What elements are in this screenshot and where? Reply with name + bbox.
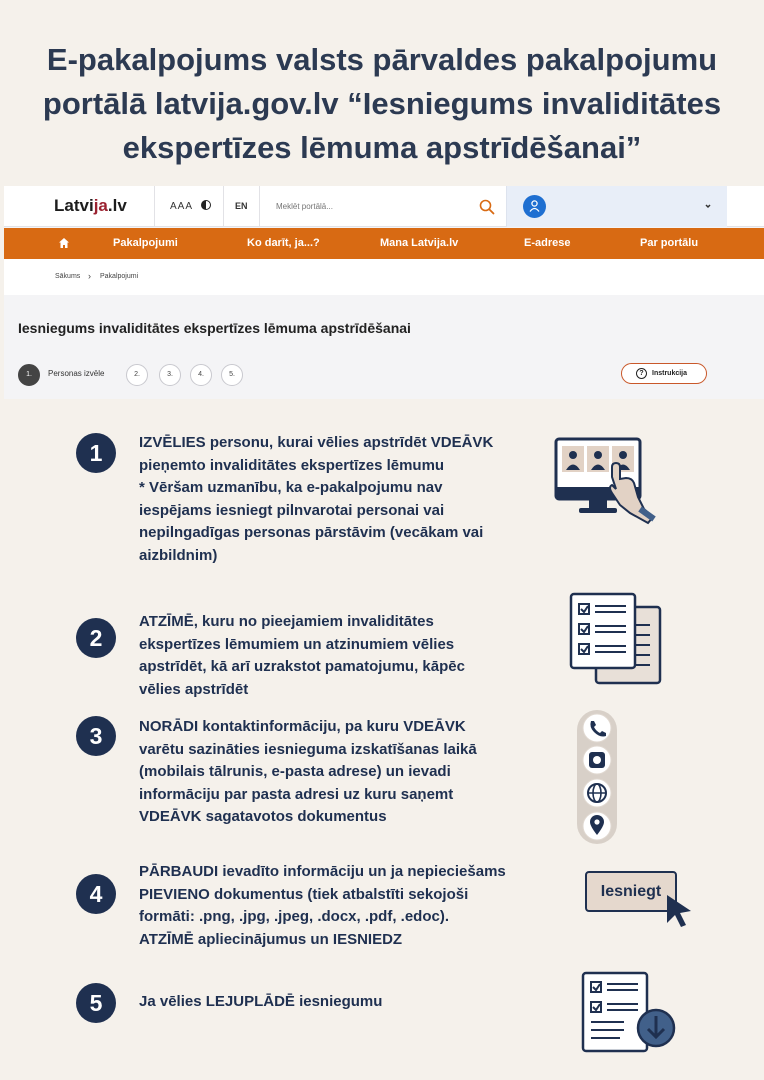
- portal-screenshot: [4, 186, 764, 399]
- person-selection-monitor-icon: [554, 437, 658, 525]
- portal-logo[interactable]: Latvija.lv: [54, 196, 127, 215]
- submit-button-illustration: [585, 871, 697, 931]
- portal-topbar: [4, 186, 764, 227]
- checklist-documents-icon: [568, 591, 666, 687]
- breadcrumb-separator: ›: [88, 271, 91, 281]
- step-2-text: ATZĪMĒ, kuru no pieejamiem invaliditātes ekspertīzes lēmumiem un atzinumiem vēlies apstrīdēt, kā arī uzrakstot pamatojumu, kāpēc vēlies apstrīdēt: [139, 613, 465, 698]
- main-navigation: [4, 228, 764, 259]
- contact-icons-strip: [576, 708, 618, 846]
- breadcrumb-current[interactable]: Pakalpojumi: [100, 273, 139, 280]
- step-number-2: 2: [76, 618, 116, 658]
- user-menu[interactable]: [506, 186, 727, 227]
- step-5[interactable]: 5.: [221, 364, 243, 386]
- nav-item-pakalpojumi[interactable]: Pakalpojumi: [113, 237, 178, 249]
- help-icon: ?: [636, 368, 647, 379]
- chevron-down-icon[interactable]: [703, 202, 713, 210]
- home-icon[interactable]: [58, 237, 70, 249]
- step-4[interactable]: 4.: [190, 364, 212, 386]
- step-3[interactable]: 3.: [159, 364, 181, 386]
- breadcrumb: [4, 259, 764, 295]
- user-icon: [529, 200, 540, 212]
- step-number-4: 4: [76, 874, 116, 914]
- step-5-text: Ja vēlies LEJUPLĀDĒ iesniegumu: [139, 993, 383, 1010]
- headline: E-pakalpojums valsts pārvaldes pakalpojumu portālā latvija.gov.lv “Iesniegums invaliditātes ekspertīzes lēmuma apstrīdēšanai”: [42, 42, 722, 165]
- nav-item-mana-latvija[interactable]: Mana Latvija.lv: [380, 237, 459, 249]
- step-number-1: 1: [76, 433, 116, 473]
- instructions-label: Instrukcija: [652, 370, 688, 377]
- step-1-text: IZVĒLIES personu, kurai vēlies apstrīdēt VDEĀVK pieņemto invaliditātes ekspertīzes lēmumu * Vēršam uzmanību, ka e-pakalpojumu nav iespējams iesniegt pilnvarotai personai vai nepilngadīgas personas pārstāvim (vecākam vai aizbildnim): [139, 434, 494, 564]
- nav-item-e-adrese[interactable]: E-adrese: [524, 237, 571, 249]
- contrast-icon[interactable]: [201, 200, 211, 210]
- divider: [154, 186, 155, 227]
- step-3-text: NORĀDI kontaktinformāciju, pa kuru VDEĀVK varētu sazināties iesnieguma izskatīšanas laikā (mobilais tālrunis, e-pasta adrese) un ievadi informāciju par pasta adresi uz kuru saņemt VDEĀVK sagatavotos dokumentus: [139, 718, 477, 825]
- breadcrumb-home[interactable]: Sākums: [55, 273, 81, 280]
- active-step-label: Personas izvēle: [48, 369, 105, 378]
- search-icon[interactable]: [479, 199, 495, 215]
- step-2[interactable]: 2.: [126, 364, 148, 386]
- language-switch[interactable]: EN: [235, 201, 248, 211]
- divider: [223, 186, 224, 227]
- step-number-3: 3: [76, 716, 116, 756]
- download-document-icon: [580, 970, 680, 1054]
- page-title: Iesniegums invaliditātes ekspertīzes lēmuma apstrīdēšanai: [18, 320, 411, 336]
- step-1[interactable]: 1.: [18, 364, 40, 386]
- font-size-control[interactable]: AAA: [170, 201, 194, 212]
- avatar: [523, 195, 546, 218]
- divider: [259, 186, 260, 227]
- nav-item-par-portalu[interactable]: Par portālu: [640, 237, 699, 249]
- cursor-pointer-icon: [665, 893, 695, 929]
- instructions-button[interactable]: [621, 363, 707, 384]
- step-4-text: PĀRBAUDI ievadīto informāciju un ja nepieciešams PIEVIENO dokumentus (tiek atbalstīti sekojoši formāti: .png, .jpg, .jpeg, .docx, .pdf, .edoc). ATZĪMĒ apliecinājumus un IESNIEDZ: [139, 863, 506, 948]
- step-number-5: 5: [76, 983, 116, 1023]
- nav-item-ko-darit[interactable]: Ko darīt, ja...?: [247, 237, 320, 249]
- submit-label: Iesniegt: [585, 871, 677, 912]
- search-input[interactable]: [266, 194, 506, 219]
